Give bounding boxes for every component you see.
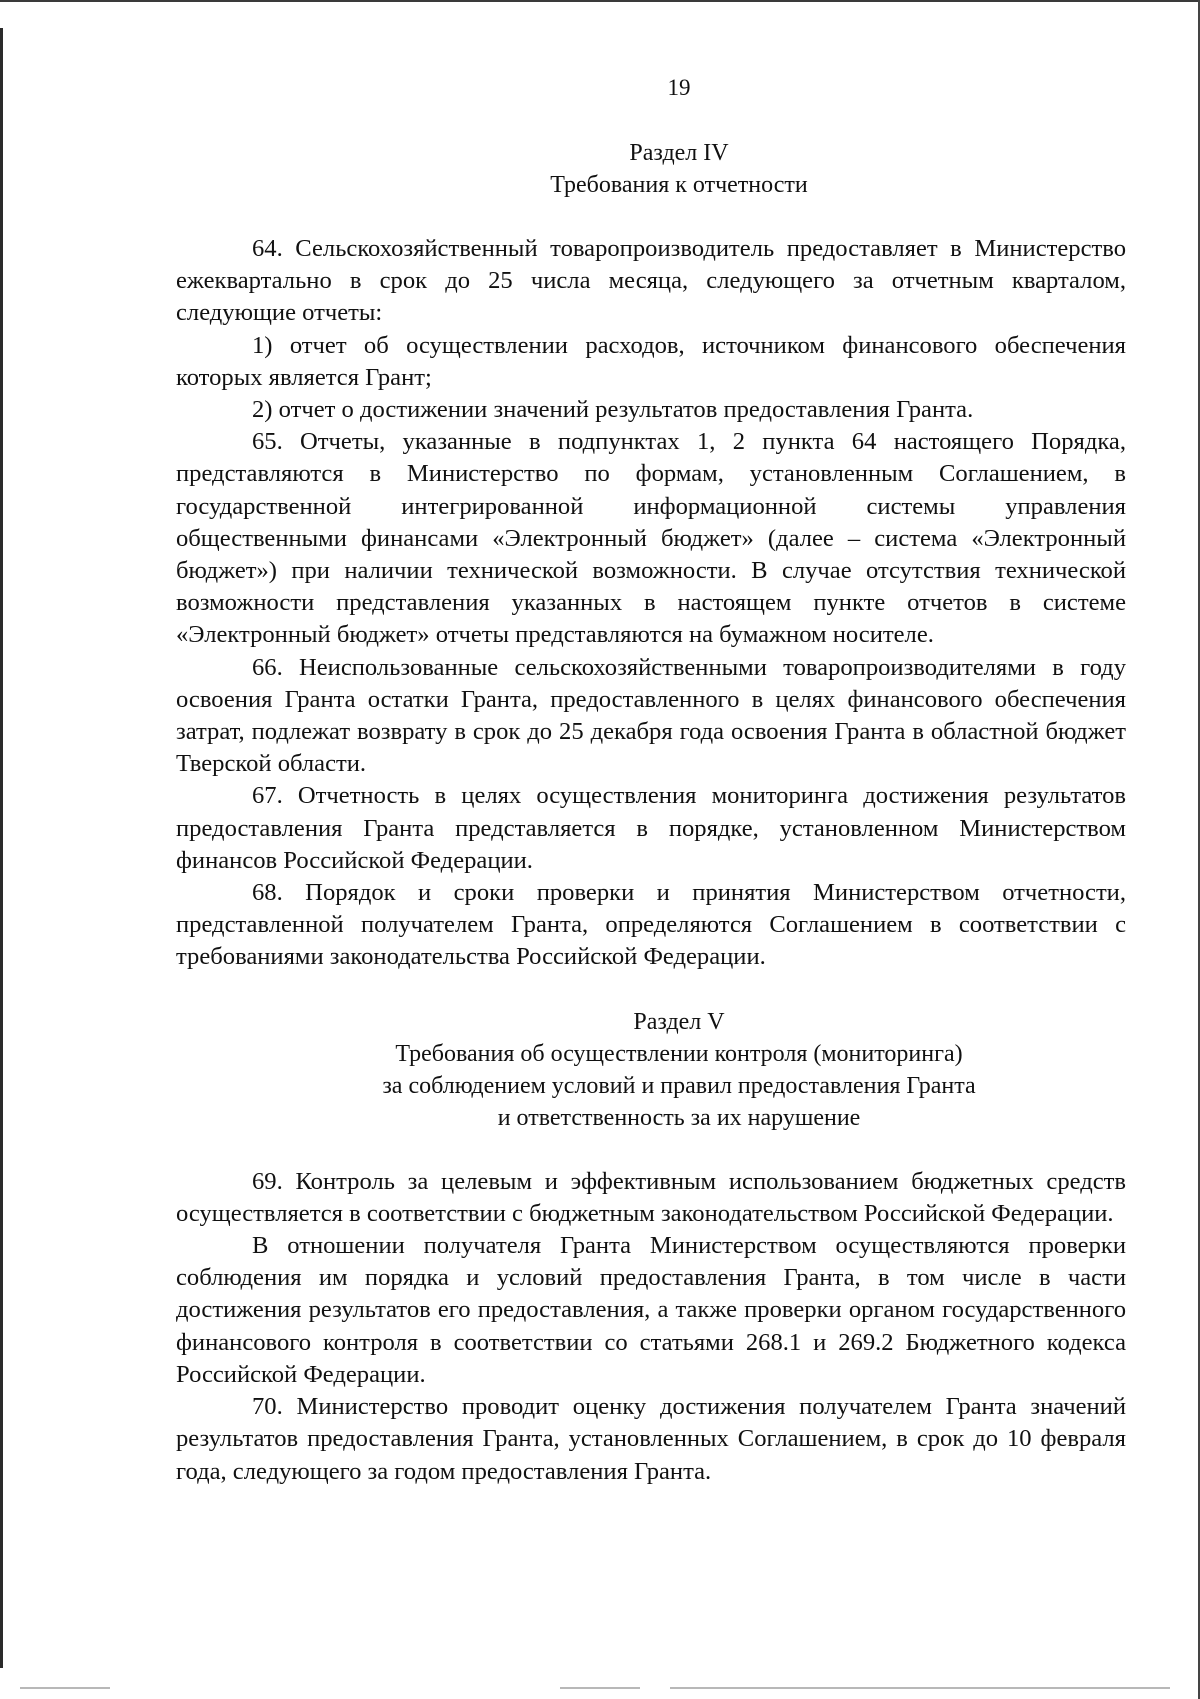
paragraph-64-item-1: 1) отчет об осуществлении расходов, источником финансового обеспечения которых является Грант; bbox=[176, 331, 1126, 391]
paragraph-65: 65. Отчеты, указанные в подпунктах 1, 2 пункта 64 настоящего Порядка, представляются в Министерство по формам, установленным Соглашением, в государственной интегрированной информационной системы управления общественными финансами «Электронный бюджет» (далее – система «Электронный бюджет») при наличии технической возможности. В случае отсутствия технической возможности представления указанных в настоящем пункте отчетов в системе «Электронный бюджет» отчеты представляются на бумажном носителе. bbox=[176, 428, 1126, 649]
section-4-title: Раздел IV bbox=[629, 140, 729, 166]
section-5-title: Раздел V bbox=[633, 1008, 725, 1035]
paragraph-68: 68. Порядок и сроки проверки и принятия Министерством отчетности, представленной получателем Гранта, определяются Соглашением в соответствии с требованиями законодательства Российской Федерации. bbox=[176, 879, 1126, 971]
scan-bottom-mark bbox=[20, 1687, 110, 1689]
paragraph-69: 69. Контроль за целевым и эффективным использованием бюджетных средств осуществляется в соответствии с бюджетным законодательством Российской Федерации. bbox=[176, 1167, 1126, 1227]
scan-edge-left bbox=[0, 28, 3, 1668]
paragraph-70: 70. Министерство проводит оценку достижения получателем Гранта значений результатов предоставления Гранта, установленных Соглашением, в срок до 10 февраля года, следующего за годом предоставления Гранта. bbox=[176, 1393, 1126, 1485]
paragraph-64-item-2: 2) отчет о достижении значений результатов предоставления Гранта. bbox=[252, 396, 974, 424]
section-4-subtitle: Требования к отчетности bbox=[550, 172, 808, 198]
section-5 bbox=[176, 1006, 1126, 1488]
paragraph-69-inspection: В отношении получателя Гранта Министерством осуществляются проверки соблюдения им порядка и условий предоставления Гранта, в том числе в части достижения результатов его предоставления, а также проверки органом государственного финансового контроля в соответствии со статьями 268.1 и 269.2 Бюджетного кодекса Российской Федерации. bbox=[176, 1232, 1126, 1388]
scan-bottom-mark bbox=[670, 1687, 1170, 1689]
paragraph-64: 64. Сельскохозяйственный товаропроизводитель предоставляет в Министерство ежеквартально в срок до 25 числа месяца, следующего за отчетным кварталом, следующие отчеты: bbox=[176, 235, 1126, 327]
section-5-subtitle-line: и ответственность за их нарушение bbox=[497, 1104, 861, 1131]
document-page bbox=[176, 72, 1126, 1488]
spacer bbox=[176, 974, 1126, 1006]
spacer bbox=[176, 201, 1126, 233]
section-4 bbox=[176, 137, 1126, 974]
section-5-subtitle-line: за соблюдением условий и правил предоставления Гранта bbox=[382, 1072, 976, 1099]
scan-edge-top bbox=[0, 0, 1200, 2]
paragraph-67: 67. Отчетность в целях осуществления мониторинга достижения результатов предоставления Гранта представляется в порядке, установленном Министерством финансов Российской Федерации. bbox=[176, 782, 1126, 874]
page-number: 19 bbox=[667, 75, 691, 100]
spacer bbox=[176, 1134, 1126, 1166]
paragraph-66: 66. Неиспользованные сельскохозяйственными товаропроизводителями в году освоения Гранта остатки Гранта, предоставленного в целях финансового обеспечения затрат, подлежат возврату в срок до 25 декабря года освоения Гранта в областной бюджет Тверской области. bbox=[176, 653, 1126, 778]
section-5-subtitle-line: Требования об осуществлении контроля (мониторинга) bbox=[395, 1040, 963, 1067]
scan-bottom-mark bbox=[560, 1687, 640, 1689]
